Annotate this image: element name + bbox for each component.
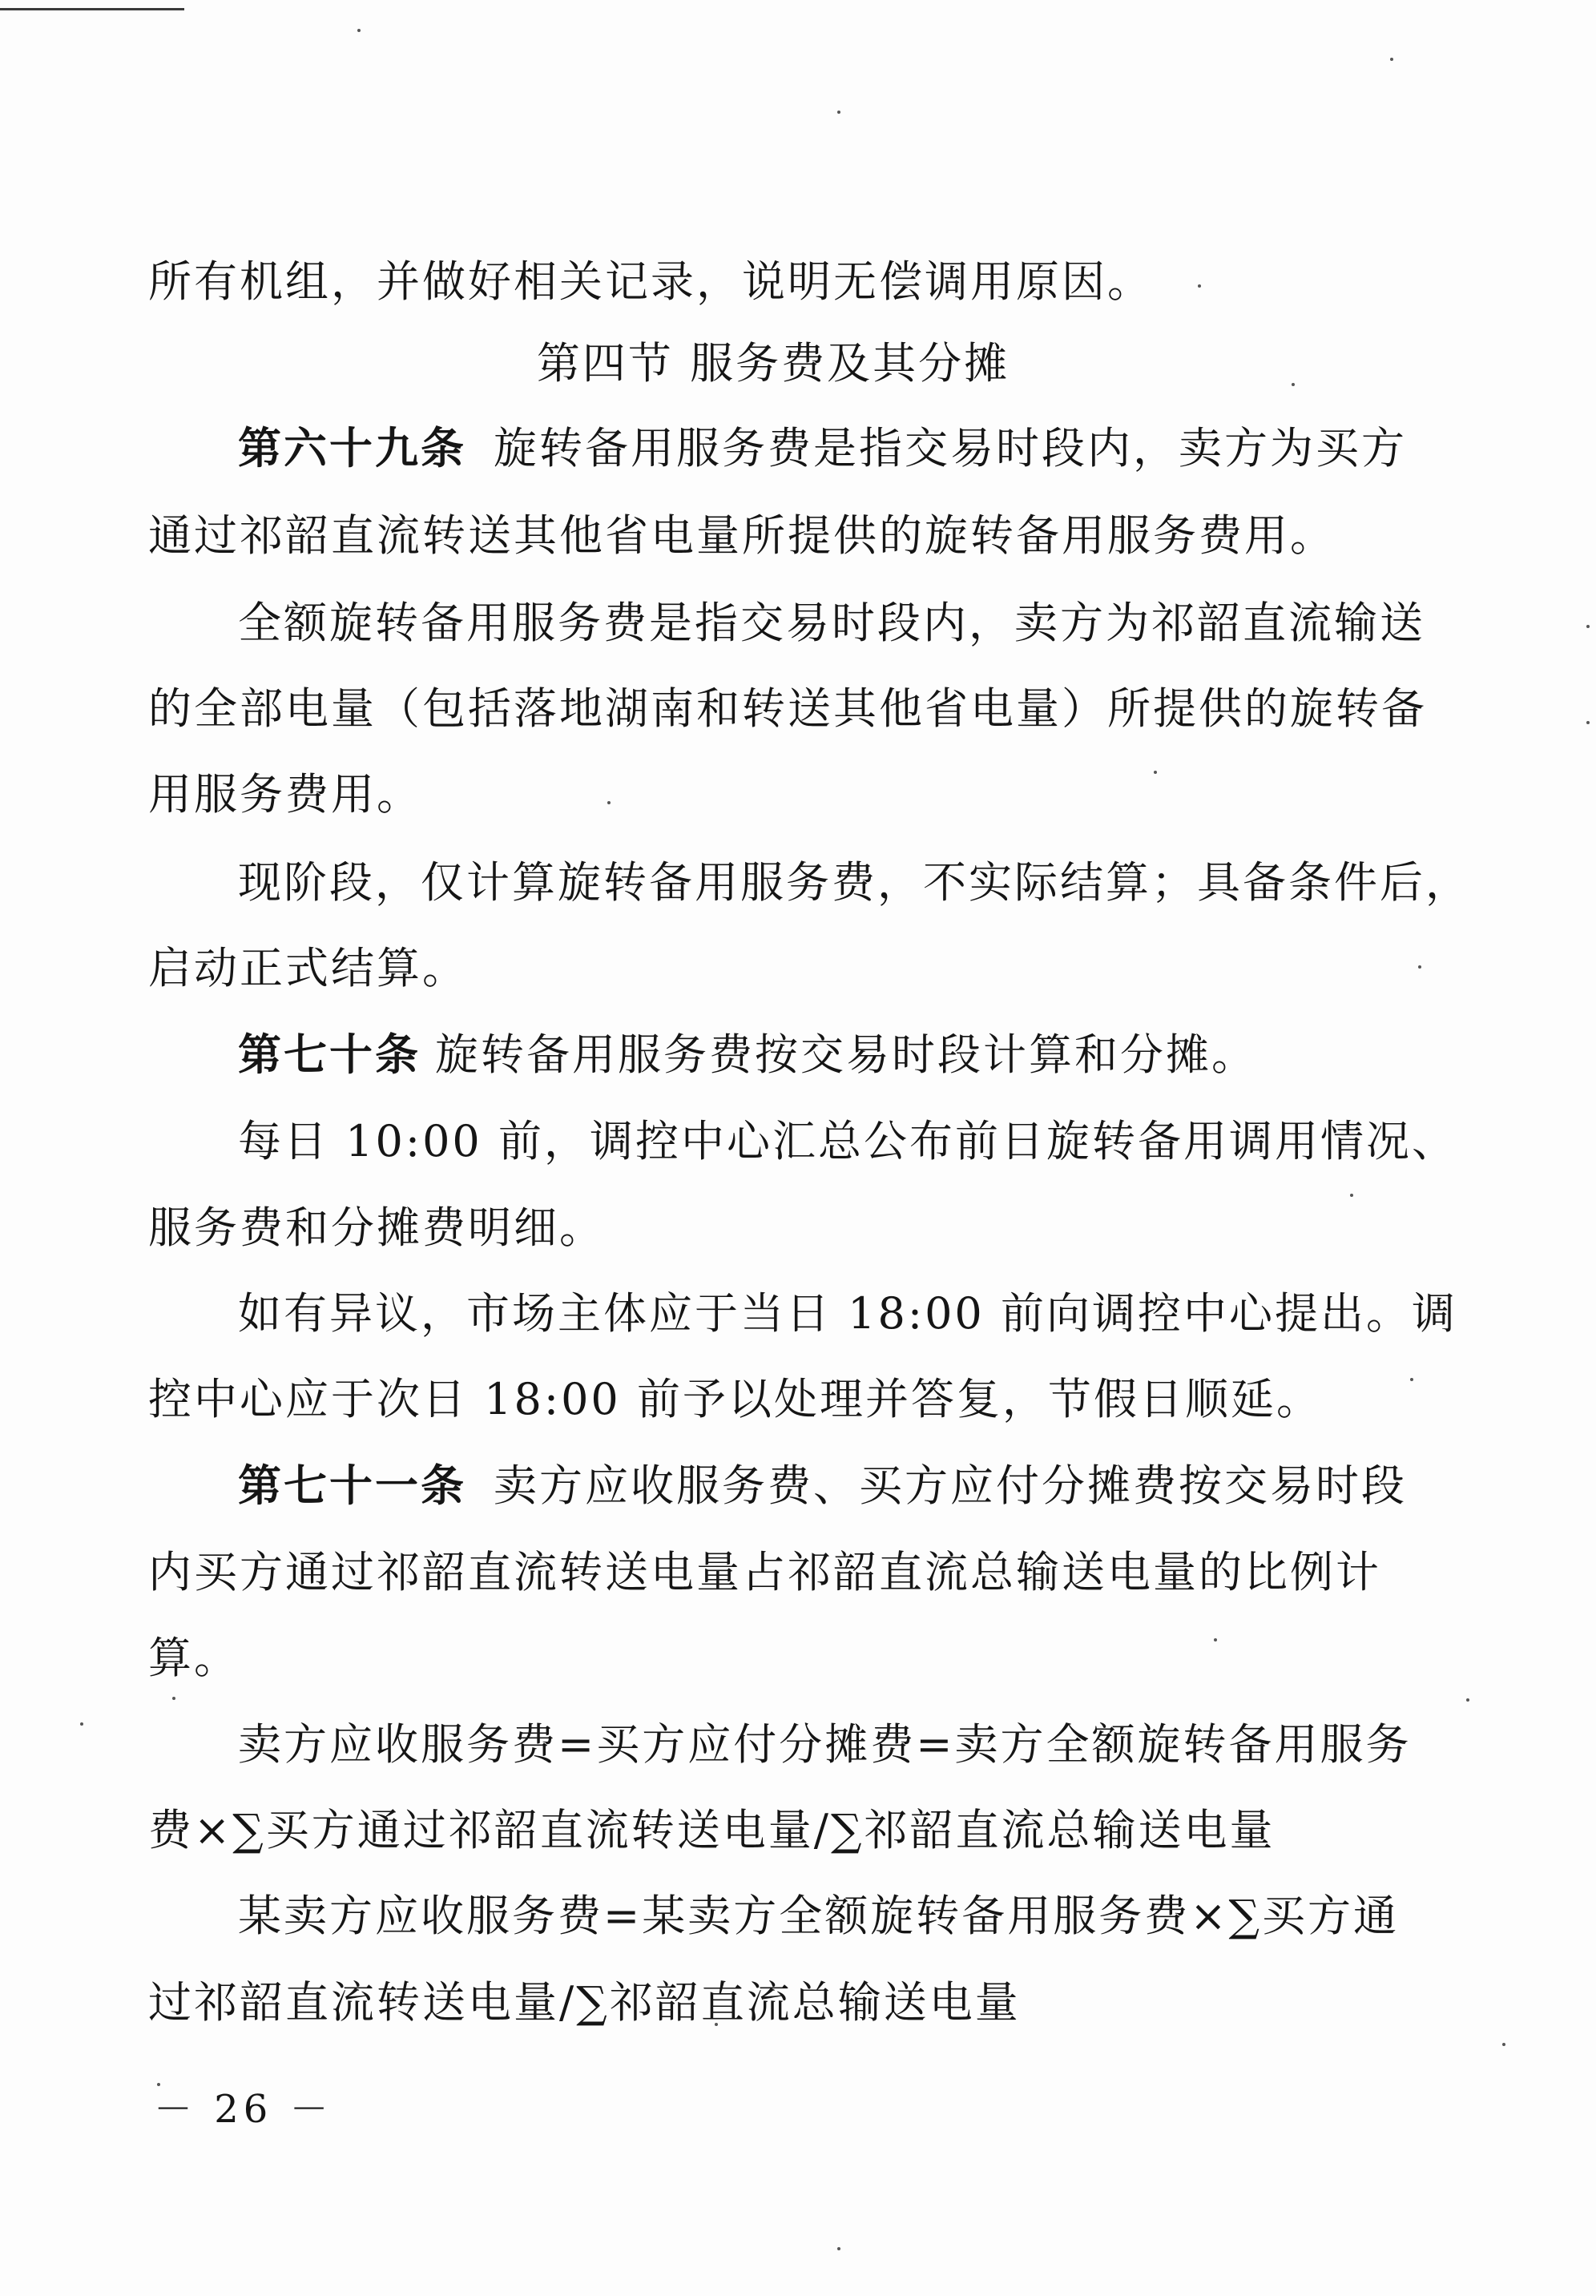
- scan-speck: [607, 801, 611, 804]
- paragraph-line: 控中心应于次日 18:00 前予以处理并答复，节假日顺延。: [148, 1374, 1322, 1424]
- paragraph-line: 通过祁韶直流转送其他省电量所提供的旋转备用服务费用。: [148, 510, 1336, 561]
- scan-speck: [1390, 58, 1393, 61]
- scan-speck: [837, 2247, 840, 2250]
- section-heading: 第四节 服务费及其分摊: [536, 338, 1010, 389]
- paragraph-line: 内买方通过祁韶直流转送电量占祁韶直流总输送电量的比例计: [148, 1547, 1381, 1597]
- scan-speck: [1154, 771, 1157, 774]
- scan-speck: [837, 111, 840, 114]
- paragraph-line: 用服务费用。: [148, 769, 422, 820]
- paragraph-line: 所有机组，并做好相关记录，说明无偿调用原因。: [148, 256, 1153, 307]
- article-number: 第七十一条: [238, 1460, 466, 1511]
- scan-speck: [1410, 1378, 1413, 1381]
- paragraph-line: 的全部电量（包括落地湖南和转送其他省电量）所提供的旋转备: [148, 683, 1427, 734]
- article-70-line: [238, 1029, 1257, 1081]
- paragraph-line: 每日 10:00 前，调控中心汇总公布前日旋转备用调用情况、: [238, 1116, 1457, 1166]
- paragraph-line: 如有异议，市场主体应于当日 18:00 前向调控中心提出。调: [238, 1288, 1457, 1339]
- scan-corner-mark: [0, 0, 184, 10]
- formula-line: 某卖方应收服务费=某卖方全额旋转备用服务费×∑买方通: [238, 1891, 1400, 1941]
- scan-speck: [357, 29, 361, 32]
- paragraph-line: 算。: [148, 1633, 240, 1683]
- article-text: 卖方应收服务费、买方应付分摊费按交易时段: [494, 1460, 1407, 1511]
- scan-speck: [1502, 2043, 1505, 2046]
- formula-line: 卖方应收服务费=买方应付分摊费=卖方全额旋转备用服务: [238, 1719, 1412, 1770]
- formula-line: 过祁韶直流转送电量/∑祁韶直流总输送电量: [148, 1977, 1021, 2028]
- scan-speck: [157, 2083, 160, 2086]
- scan-speck: [172, 1697, 175, 1700]
- paragraph-line: 服务费和分摊费明细。: [148, 1202, 605, 1253]
- article-text: 旋转备用服务费按交易时段计算和分摊。: [435, 1029, 1257, 1080]
- scan-speck: [1418, 965, 1421, 969]
- scan-speck: [1214, 1638, 1217, 1641]
- article-text: 旋转备用服务费是指交易时段内，卖方为买方: [494, 423, 1407, 473]
- scan-speck: [1350, 1194, 1353, 1197]
- article-71-line: [238, 1460, 1407, 1512]
- scan-speck: [1466, 1698, 1469, 1702]
- article-number: 第六十九条: [238, 423, 466, 473]
- article-number: 第七十条: [238, 1029, 421, 1080]
- scan-speck: [1198, 284, 1201, 288]
- scan-speck: [1586, 625, 1590, 628]
- paragraph-line: 现阶段，仅计算旋转备用服务费，不实际结算；具备条件后，: [238, 857, 1471, 908]
- article-69-line: [238, 423, 1407, 474]
- formula-line: 费×∑买方通过祁韶直流转送电量/∑祁韶直流总输送电量: [148, 1805, 1276, 1855]
- paragraph-line: 全额旋转备用服务费是指交易时段内，卖方为祁韶直流输送: [238, 598, 1425, 648]
- scan-speck: [1586, 721, 1590, 724]
- paragraph-line: 启动正式结算。: [148, 943, 468, 993]
- scan-speck: [80, 1722, 83, 1726]
- page-number: － 26 －: [154, 2087, 333, 2132]
